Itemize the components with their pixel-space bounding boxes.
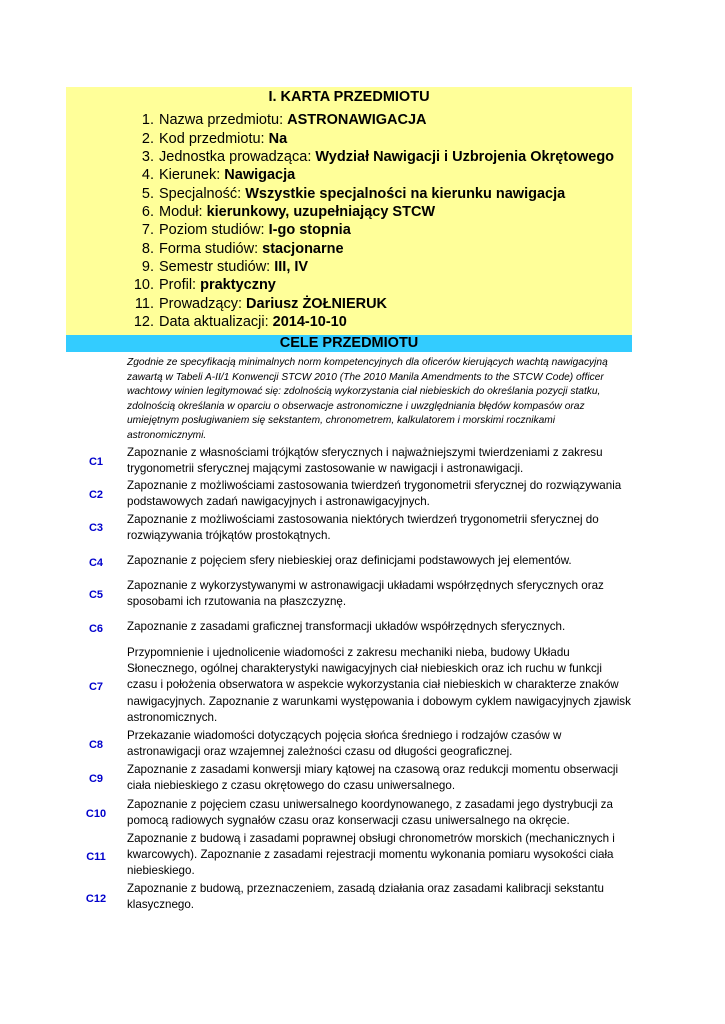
card-row-number: 5. bbox=[141, 185, 154, 202]
card-row-value: I-go stopnia bbox=[268, 222, 351, 238]
card-row bbox=[66, 295, 632, 313]
card-row bbox=[66, 148, 632, 166]
card-row-content bbox=[159, 130, 287, 148]
goal-code: C9 bbox=[88, 773, 104, 785]
card-row-content bbox=[159, 148, 614, 166]
goal-code: C3 bbox=[88, 522, 104, 534]
goal-code: C2 bbox=[88, 489, 104, 501]
card-row-content bbox=[159, 221, 351, 239]
card-row-label: Specjalność: bbox=[159, 185, 242, 202]
goal-text: Zapoznanie z własnościami trójkątów sferycznych i najważniejszymi twierdzeniami z zakresu trygonometrii sferycznej mającymi zastosowanie w nawigacji i astronawigacji. bbox=[127, 446, 603, 476]
goal-text: Przekazanie wiadomości dotyczących pojęcia słońca średniego i rodzajów czasów w astronawigacji oraz wzajemnej zależności czasu od długości geograficznej. bbox=[127, 729, 562, 759]
goal-code: C8 bbox=[88, 739, 104, 751]
goals-title: CELE PRZEDMIOTU bbox=[279, 335, 419, 351]
card-row bbox=[66, 185, 632, 203]
goal-code: C5 bbox=[88, 589, 104, 601]
card-row-value: stacjonarne bbox=[262, 240, 344, 257]
goal-text: Zapoznanie z zasadami graficznej transformacji układów współrzędnych sferycznych. bbox=[127, 620, 566, 633]
card-row-content bbox=[159, 258, 308, 276]
card-row-label: Nazwa przedmiotu: bbox=[159, 112, 284, 128]
card-row-value: III, IV bbox=[274, 259, 309, 275]
card-row bbox=[66, 221, 632, 239]
card-row-value: Wydział Nawigacji i Uzbrojenia Okrętowego bbox=[315, 149, 615, 165]
goal-code: C6 bbox=[88, 623, 104, 635]
card-row-label: Forma studiów: bbox=[159, 240, 259, 257]
card-row-label: Kod przedmiotu: bbox=[159, 130, 265, 147]
card-row-number: 11. bbox=[134, 295, 154, 312]
card-row-label: Prowadzący: bbox=[159, 295, 243, 312]
goal-text: Przypomnienie i ujednolicenie wiadomości z zakresu mechaniki nieba, budowy Układu Słonecznego, ogólnej charakterystyki nawigacyjnych ciał niebieskich oraz ich ruchu w funkcji czasu i położenia obserwatora w aspekcie wykorzystania ciał niebieskich w charakterze znaków nawigacyjnych. Zapoznanie z warunkami występowania i dobowym cyklem nawigacyjnych zjawisk astronomicznych. bbox=[127, 646, 631, 724]
card-row-label: Semestr studiów: bbox=[159, 259, 271, 275]
card-row-value: Nawigacja bbox=[224, 167, 296, 183]
card-row-content bbox=[159, 166, 295, 184]
goal-code: C10 bbox=[85, 808, 107, 820]
card-row-value: 2014-10-10 bbox=[272, 314, 347, 330]
card-row-number: 6. bbox=[141, 204, 154, 220]
card-row bbox=[66, 111, 632, 129]
card-row-content bbox=[159, 240, 344, 258]
goal-code: C1 bbox=[88, 456, 104, 468]
card-row-number: 7. bbox=[141, 222, 154, 238]
card-row bbox=[66, 276, 632, 294]
goal-code: C7 bbox=[88, 681, 104, 693]
goal-code: C12 bbox=[85, 893, 107, 905]
goal-text: Zapoznanie z pojęciem czasu uniwersalnego koordynowanego, z zasadami jego dystrybucji za pomocą radiowych sygnałów czasu oraz konserwacji czasu uniwersalnego na okręcie. bbox=[127, 798, 613, 828]
card-row-number: 12. bbox=[133, 314, 154, 330]
goal-code: C11 bbox=[86, 851, 106, 863]
card-row-content bbox=[159, 276, 276, 294]
goal-text: Zapoznanie z pojęciem sfery niebieskiej oraz definicjami podstawowych jej elementów. bbox=[127, 554, 572, 567]
card-row bbox=[66, 130, 632, 148]
card-row bbox=[66, 240, 632, 258]
card-row-content bbox=[159, 111, 427, 129]
course-card bbox=[66, 87, 632, 335]
card-row-label: Profil: bbox=[159, 277, 197, 293]
card-row-content bbox=[159, 185, 565, 203]
goals-header bbox=[66, 335, 632, 352]
card-row-value: Dariusz ŻOŁNIERUK bbox=[246, 295, 388, 312]
goal-text: Zapoznanie z wykorzystywanymi w astronawigacji układami współrzędnych sferycznych oraz sposobami ich rzutowania na płaszczyznę. bbox=[127, 579, 604, 609]
card-row-number: 8. bbox=[141, 240, 154, 257]
card-row bbox=[66, 258, 632, 276]
card-row-content bbox=[159, 203, 435, 221]
card-row-number: 3. bbox=[141, 149, 154, 165]
card-row-label: Poziom studiów: bbox=[159, 222, 265, 238]
card-row-number: 1. bbox=[141, 112, 154, 128]
card-row-value: Wszystkie specjalności na kierunku nawigacja bbox=[245, 185, 566, 202]
card-row-number: 10. bbox=[133, 277, 154, 293]
card-row bbox=[66, 203, 632, 221]
card-row-label: Kierunek: bbox=[159, 167, 221, 183]
card-row-content bbox=[159, 295, 387, 313]
goal-text: Zapoznanie z budową i zasadami poprawnej obsługi chronometrów morskich (mechanicznych i kwarcowych). Zapoznanie z zasadami rejestracji momentu wykonania pomiaru wysokości ciała niebieskiego. bbox=[127, 832, 615, 878]
goal-text: Zapoznanie z budową, przeznaczeniem, zasadą działania oraz zasadami kalibracji sekstantu klasycznego. bbox=[127, 882, 604, 912]
card-row bbox=[66, 166, 632, 184]
card-row-content bbox=[159, 313, 347, 331]
card-row bbox=[66, 313, 632, 331]
goal-text: Zapoznanie z zasadami konwersji miary kątowej na czasową oraz redukcji momentu obserwacji ciała niebieskiego z czasu okrętowego do czasu uniwersalnego. bbox=[127, 763, 619, 793]
card-row-number: 4. bbox=[141, 167, 154, 183]
card-row-label: Moduł: bbox=[159, 204, 203, 220]
card-row-value: ASTRONAWIGACJA bbox=[287, 112, 427, 128]
card-row-number: 9. bbox=[141, 259, 154, 275]
card-row-value: kierunkowy, uzupełniający STCW bbox=[206, 204, 436, 220]
card-row-value: Na bbox=[268, 130, 288, 147]
goal-text: Zapoznanie z możliwościami zastosowania twierdzeń trygonometrii sferycznej do rozwiązywania podstawowych zadań nawigacyjnych i astronawigacyjnych. bbox=[127, 479, 622, 509]
card-row-label: Jednostka prowadząca: bbox=[159, 149, 312, 165]
goals-intro: Zgodnie ze specyfikacją minimalnych norm kompetencyjnych dla oficerów kierujących wachtą nawigacyjną zawartą w Tabeli A-II/1 Konwencji STCW 2010 (The 2010 Manila Amendments to the STCW Code) officer wachtowy winien legitymować się: zdolnością wykorzystania ciał niebieskich do określania pozycji statku, zdolnością określania w oparciu o obserwacje astronomiczne i uwzględniania błędów kompasów oraz umiejętnym posługiwaniem się sekstantem, chronometrem, kalkulatorem i morskimi rocznikami astronomicznymi. bbox=[127, 357, 608, 441]
goal-text: Zapoznanie z możliwościami zastosowania niektórych twierdzeń trygonometrii sferycznej do rozwiązywania trójkątów prostokątnych. bbox=[127, 513, 599, 543]
card-title: I. KARTA PRZEDMIOTU bbox=[268, 89, 430, 105]
card-row-label: Data aktualizacji: bbox=[159, 314, 269, 330]
goal-code: C4 bbox=[88, 557, 104, 569]
card-row-value: praktyczny bbox=[200, 277, 276, 293]
card-row-number: 2. bbox=[141, 130, 154, 147]
